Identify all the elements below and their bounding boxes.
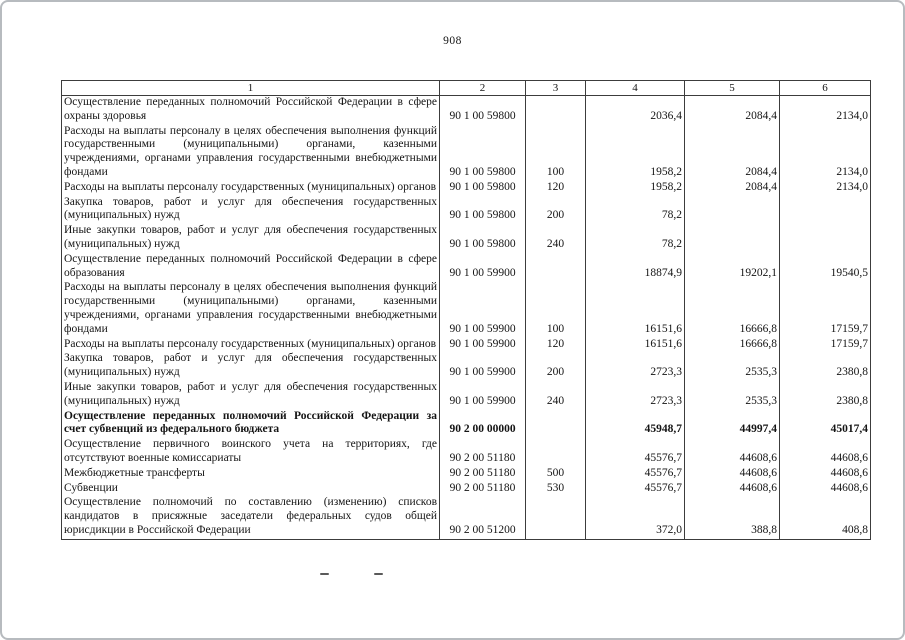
- row-amount-year1: 2036,4: [586, 96, 685, 125]
- row-amount-year1: 18874,9: [586, 253, 685, 282]
- column-header-4: 4: [586, 81, 685, 96]
- row-code: 90 1 00 59900: [440, 253, 526, 282]
- column-header-1: 1: [62, 81, 440, 96]
- row-amount-year1: 2723,3: [586, 381, 685, 410]
- row-amount-year2: 2084,4: [685, 125, 780, 181]
- row-code: 90 2 00 00000: [440, 410, 526, 439]
- row-amount-year2: 44608,6: [685, 467, 780, 482]
- row-name: Межбюджетные трансферты: [62, 467, 440, 482]
- row-amount-year3: 44608,6: [780, 438, 871, 467]
- table-row: [62, 196, 871, 225]
- row-amount-year3: [780, 196, 871, 225]
- column-header-3: 3: [526, 81, 586, 96]
- row-amount-year2: 2084,4: [685, 96, 780, 125]
- row-expense-type: 240: [526, 224, 586, 253]
- row-amount-year2: 2535,3: [685, 381, 780, 410]
- row-amount-year1: 16151,6: [586, 338, 685, 353]
- row-amount-year3: 17159,7: [780, 338, 871, 353]
- row-amount-year1: 2723,3: [586, 352, 685, 381]
- row-amount-year3: 44608,6: [780, 467, 871, 482]
- row-amount-year2: 2084,4: [685, 181, 780, 196]
- table-row: [62, 410, 871, 439]
- row-code: 90 2 00 51180: [440, 467, 526, 482]
- row-amount-year3: [780, 224, 871, 253]
- row-code: 90 1 00 59800: [440, 181, 526, 196]
- page-number: 908: [443, 35, 462, 47]
- table-row: [62, 338, 871, 353]
- row-code: 90 1 00 59800: [440, 224, 526, 253]
- row-amount-year3: 2380,8: [780, 352, 871, 381]
- scan-artifact-dash: [374, 573, 383, 575]
- row-expense-type: 120: [526, 181, 586, 196]
- row-amount-year2: 16666,8: [685, 281, 780, 337]
- row-amount-year3: 17159,7: [780, 281, 871, 337]
- row-name: Иные закупки товаров, работ и услуг для обеспечения государственных (муниципальных) нужд: [62, 381, 440, 410]
- row-code: 90 1 00 59900: [440, 352, 526, 381]
- row-amount-year1: 45576,7: [586, 438, 685, 467]
- row-name: Расходы на выплаты персоналу государственных (муниципальных) органов: [62, 338, 440, 353]
- table-row: [62, 482, 871, 497]
- row-amount-year1: 45576,7: [586, 482, 685, 497]
- row-expense-type: 200: [526, 352, 586, 381]
- row-amount-year2: 2535,3: [685, 352, 780, 381]
- table-row: [62, 438, 871, 467]
- table-header: [62, 81, 871, 96]
- row-name: Осуществление переданных полномочий Российской Федерации в сфере охраны здоровья: [62, 96, 440, 125]
- row-code: 90 1 00 59800: [440, 125, 526, 181]
- table-row: [62, 496, 871, 539]
- table-row: [62, 381, 871, 410]
- row-expense-type: 120: [526, 338, 586, 353]
- row-amount-year2: 44997,4: [685, 410, 780, 439]
- row-expense-type: 240: [526, 381, 586, 410]
- column-header-5: 5: [685, 81, 780, 96]
- row-amount-year1: 45576,7: [586, 467, 685, 482]
- row-amount-year1: 78,2: [586, 224, 685, 253]
- row-name: Осуществление полномочий по составлению (изменению) списков кандидатов в присяжные заседатели федеральных судов общей юрисдикции в Российской Федерации: [62, 496, 440, 539]
- row-expense-type: 100: [526, 281, 586, 337]
- row-amount-year1: 1958,2: [586, 181, 685, 196]
- row-amount-year1: 16151,6: [586, 281, 685, 337]
- row-amount-year3: 2134,0: [780, 125, 871, 181]
- row-name: Расходы на выплаты персоналу государственных (муниципальных) органов: [62, 181, 440, 196]
- column-header-2: 2: [440, 81, 526, 96]
- row-code: 90 1 00 59900: [440, 381, 526, 410]
- row-amount-year1: 1958,2: [586, 125, 685, 181]
- row-amount-year1: 78,2: [586, 196, 685, 225]
- row-amount-year2: [685, 196, 780, 225]
- row-name: Осуществление переданных полномочий Российской Федерации за счет субвенций из федерального бюджета: [62, 410, 440, 439]
- row-expense-type: [526, 253, 586, 282]
- row-code: 90 1 00 59900: [440, 281, 526, 337]
- row-name: Расходы на выплаты персоналу в целях обеспечения выполнения функций государственными (муниципальными) органами, казенными учреждениями, органами управления государственными внебюджетными фондами: [62, 281, 440, 337]
- row-expense-type: [526, 410, 586, 439]
- row-expense-type: 530: [526, 482, 586, 497]
- column-header-6: 6: [780, 81, 871, 96]
- row-name: Осуществление переданных полномочий Российской Федерации в сфере образования: [62, 253, 440, 282]
- table-row: [62, 96, 871, 125]
- table-row: [62, 281, 871, 337]
- table-body: [62, 96, 871, 540]
- row-expense-type: 500: [526, 467, 586, 482]
- row-amount-year3: 2380,8: [780, 381, 871, 410]
- row-amount-year2: 44608,6: [685, 438, 780, 467]
- table-row: [62, 224, 871, 253]
- row-expense-type: [526, 96, 586, 125]
- row-amount-year2: 44608,6: [685, 482, 780, 497]
- row-amount-year2: 19202,1: [685, 253, 780, 282]
- row-name: Расходы на выплаты персоналу в целях обеспечения выполнения функций государственными (муниципальными) органами, казенными учреждениями, органами управления государственными внебюджетными фондами: [62, 125, 440, 181]
- row-amount-year3: 44608,6: [780, 482, 871, 497]
- row-expense-type: [526, 438, 586, 467]
- table-row: [62, 253, 871, 282]
- row-name: Иные закупки товаров, работ и услуг для обеспечения государственных (муниципальных) нужд: [62, 224, 440, 253]
- row-amount-year3: 19540,5: [780, 253, 871, 282]
- row-name: Закупка товаров, работ и услуг для обеспечения государственных (муниципальных) нужд: [62, 352, 440, 381]
- table-row: [62, 352, 871, 381]
- row-expense-type: 100: [526, 125, 586, 181]
- row-code: 90 1 00 59800: [440, 96, 526, 125]
- row-code: 90 1 00 59800: [440, 196, 526, 225]
- row-name: Субвенции: [62, 482, 440, 497]
- row-code: 90 2 00 51180: [440, 482, 526, 497]
- row-name: Закупка товаров, работ и услуг для обеспечения государственных (муниципальных) нужд: [62, 196, 440, 225]
- row-amount-year2: 16666,8: [685, 338, 780, 353]
- row-amount-year2: 388,8: [685, 496, 780, 539]
- row-amount-year3: 408,8: [780, 496, 871, 539]
- row-expense-type: 200: [526, 196, 586, 225]
- row-expense-type: [526, 496, 586, 539]
- row-amount-year1: 372,0: [586, 496, 685, 539]
- table-row: [62, 181, 871, 196]
- scan-artifact-dash: [320, 573, 329, 575]
- row-amount-year2: [685, 224, 780, 253]
- row-amount-year3: 2134,0: [780, 181, 871, 196]
- budget-table: [61, 80, 871, 540]
- row-code: 90 2 00 51180: [440, 438, 526, 467]
- row-amount-year3: 45017,4: [780, 410, 871, 439]
- row-amount-year1: 45948,7: [586, 410, 685, 439]
- table-row: [62, 467, 871, 482]
- row-name: Осуществление первичного воинского учета на территориях, где отсутствуют военные комиссариаты: [62, 438, 440, 467]
- row-code: 90 1 00 59900: [440, 338, 526, 353]
- row-code: 90 2 00 51200: [440, 496, 526, 539]
- row-amount-year3: 2134,0: [780, 96, 871, 125]
- table-row: [62, 125, 871, 181]
- header-row: [62, 81, 871, 96]
